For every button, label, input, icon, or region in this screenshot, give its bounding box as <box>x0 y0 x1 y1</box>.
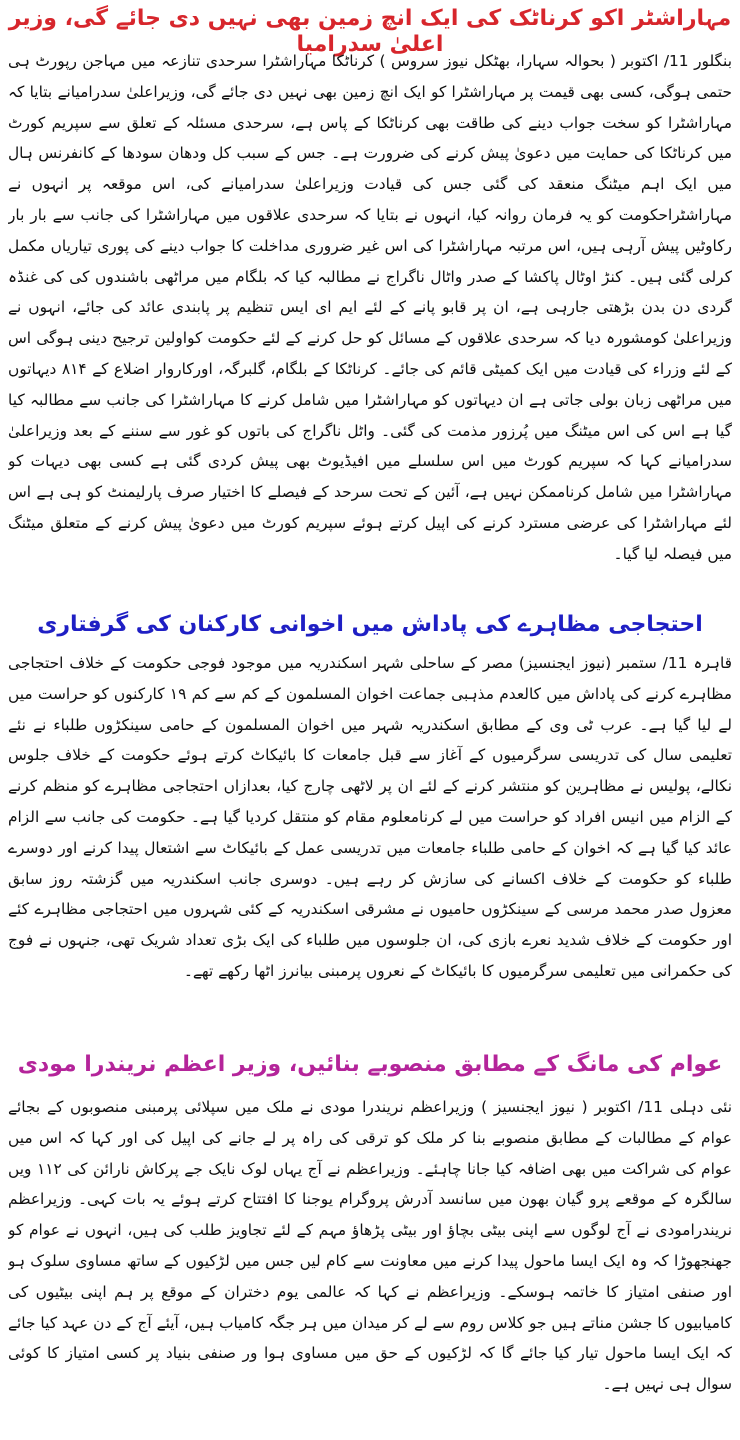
article-2-body: قاہرہ 11/ ستمبر (نیوز ایجنسیز) مصر کے ساحلی شہر اسکندریہ میں موجود فوجی حکومت کے خلاف احتجاجی مظاہرے کرنے کی پاداش میں کالعدم مذہبی جماعت اخوان المسلمون کے کم سے کم ۱۹ کارکنوں کو حراست میں لے لیا گیا ہے۔ عرب ٹی وی کے مطابق اسکندریہ شہر میں اخوان المسلمون کے حامی سینکڑوں طلباء نے نئے تعلیمی سال کی تدریسی سرگرمیوں کے آغاز سے قبل جامعات کا بائیکاٹ کرتے ہوئے حکومت کے خلاف جلوس نکالے، پولیس نے مظاہرین کو منتشر کرنے کے لئے ان پر لاٹھی چارج کیا، بعدازاں احتجاجی مظاہرے کو منظم کرنے کے الزام میں انیس افراد کو حراست میں لے کرنامعلوم مقام کو منتقل کردیا گیا ہے۔ حکومت کی جانب سے الزام عائد کیا گیا ہے کہ اخوان کے حامی طلباء جامعات میں تدریسی عمل کے بائیکاٹ سے اشتعال پیدا کرنے اور دوسرے طلباء کو حکومت کے خلاف اکسانے کی سازش کر رہے ہیں۔ دوسری جانب اسکندریہ میں گزشتہ روز سابق معزول صدر محمد مرسی کے سینکڑوں حامیوں نے مشرقی اسکندریہ کے کئی شہروں میں احتجاجی مظاہرے کئے اور حکومت کے خلاف شدید نعرے بازی کی، ان جلوسوں میں طلباء کی ایک بڑی تعداد شریک تھی، جنہوں نے فوج کی حکمرانی میں تعلیمی سرگرمیوں کا بائیکاٹ کے نعروں پرمبنی بیانرز اٹھا رکھے تھے۔ <box>8 654 732 980</box>
article-3-body: نئی دہلی 11/ اکتوبر ( نیوز ایجنسیز ) وزیراعظم نریندرا مودی نے ملک میں سپلائی پرمبنی منصوبوں کے بجائے عوام کے مطالبات کے مطابق منصوبے بنا کر ملک کو ترقی کی راہ پر لے جانے کی اپیل کی اور کہا کہ اس میں عوام کی شراکت میں بھی اضافہ کیا جانا چاہئے۔ وزیراعظم نے آج یہاں لوک نایک جے پرکاش نارائن کی ۱۱۲ ویں سالگرہ کے موقعے پرو گیان بھون میں سانسد آدرش پروگرام یوجنا کا افتتاح کرتے ہوئے یہ بات کہی۔ وزیراعظم نریندرامودی نے آج لوگوں سے اپنی بیٹی بچاؤ اور بیٹی پڑھاؤ مہم کے لئے تجاویز طلب کی ہیں، انہوں نے عوام کو جھنجھوڑا کہ وہ ایک ایسا ماحول پیدا کرنے میں معاونت سے کام لیں جس میں لڑکیوں کے ساتھ مساوی سلوک ہو اور صنفی امتیاز کا خاتمہ ہوسکے۔ وزیراعظم نے کہا کہ عالمی یوم دختران کے موقع پر ہم اپنی بیٹیوں کی کامیابیوں کا جشن مناتے ہیں جو کلاس روم سے لے کر میدان میں ہر جگہ کامیاب ہیں، آیئے آج کے دن عہد کیا جائے کہ ایک ایسا ماحول تیار کیا جائے گا کہ لڑکیوں کے حق میں مساوی ہوا ور صنفی بنیاد پر کسی امتیاز کا کوئی سوال ہی نہیں ہے۔ <box>8 1098 732 1394</box>
article-1-body: بنگلور 11/ اکتوبر ( بحوالہ سہارا، بھٹکل نیوز سروس ) کرناٹکا مہاراشٹرا سرحدی تنازعہ میں مہاجن رپورٹ ہی حتمی ہوگی، کسی بھی قیمت پر مہاراشٹرا کو ایک انچ زمین بھی نہیں دی جائے گی، وزیراعلیٰ سدرامیانے بتایا کہ مہاراشٹرا کو سخت جواب دینے کی طاقت بھی کرناٹکا کے پاس ہے، سرحدی مسئلہ کے تعلق سے سپریم کورٹ میں کرناٹکا کی حمایت میں دعویٰ پیش کرنے کی ضرورت ہے۔ جس کے سبب کل ودھان سودھا کے کانفرنس ہال میں ایک اہم میٹنگ منعقد کی گئی جس کی قیادت وزیراعلیٰ سدرامیانے کی، اس موقعہ پر انہوں نے مہاراشٹراحکومت کو یہ فرمان روانہ کیا، انہوں نے بتایا کہ سرحدی علاقوں میں مہاراشٹرا کی جانب سے بار بار رکاوٹیں پیش آرہی ہیں، اس مرتبہ مہاراشٹرا کی اس غیر ضروری مداخلت کا جواب دینے کی پوری تیاریاں مکمل کرلی گئی ہیں۔ کنڑ اوٹال پاکشا کے صدر واٹال ناگراج نے مطالبہ کیا کہ بلگام میں مراٹھی باشندوں کی کی غنڈہ گردی دن بدن بڑھتی جارہی ہے، ان پر قابو پانے کے لئے ایم ای ایس تنظیم پر پابندی عائد کی جائے، انہوں نے وزیراعلیٰ کومشورہ دیا کہ سرحدی علاقوں کے مسائل کو حل کرنے کے لئے حکومت کواولین ترجیح دینی ہوگی اس کے لئے وزراء کی قیادت میں ایک کمیٹی قائم کی جائے۔ کرناٹکا کے بلگام، گلبرگہ، اورکاروار اضلاع کے ۸۱۴ دیہاتوں میں مراٹھی زبان بولی جاتی ہے ان دیہاتوں کو مہاراشٹرا میں شامل کرنے کا مہاراشٹرا کی جانب سے مطالبہ کیا گیا ہے اس کی اس میٹنگ میں پُرزور مذمت کی گئی۔ واٹل ناگراج کی باتوں کو غور سے سننے کے بعد وزیراعلیٰ سدرامیانے کہا کہ سپریم کورٹ میں اس سلسلے میں افیڈیوٹ بھی پیش کردی گئی ہے کسی بھی دیہات کو مہاراشٹرا میں شامل کرناممکن نہیں ہے، آئین کے تحت سرحد کے فیصلے کا اختیار صرف پارلیمنٹ کو ہی ہے اس لئے مہاراشٹرا کی عرضی مسترد کرنے کی اپیل کرتے ہوئے سپریم کورٹ میں دعویٰ پیش کرنے کے متعلق میٹنگ میں فیصلہ لیا گیا۔ <box>8 52 732 563</box>
article-3-headline: عوام کی مانگ کے مطابق منصوبے بنائیں، وزیر اعظم نریندرا مودی <box>17 1052 723 1077</box>
article-2-headline: احتجاجی مظاہرے کی پاداش میں اخوانی کارکنان کی گرفتاری <box>37 612 703 637</box>
article-1-headline: مہاراشٹر اکو کرناٹک کی ایک انچ زمین بھی نہیں دی جائے گی، وزیر اعلیٰ سدرامیا <box>8 6 732 58</box>
news-page <box>8 6 732 1434</box>
